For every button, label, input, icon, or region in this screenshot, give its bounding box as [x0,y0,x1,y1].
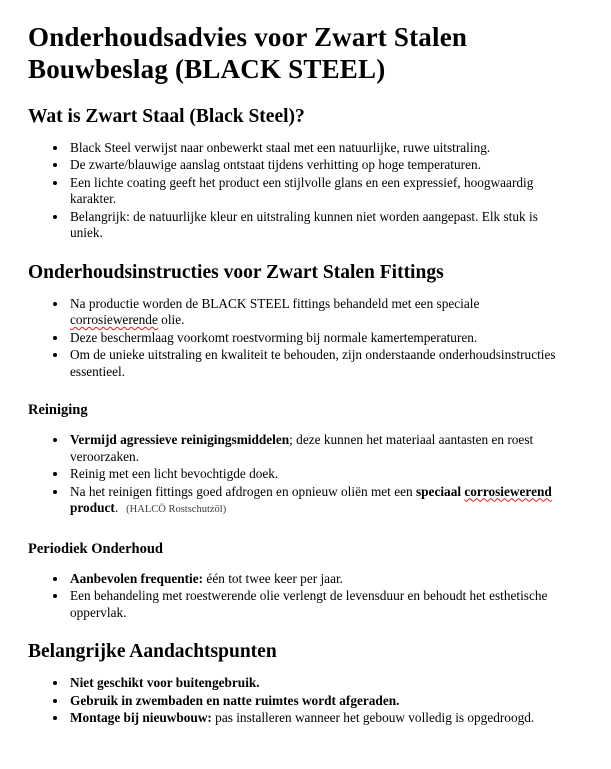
list-item-text: één tot twee keer per jaar. [203,570,344,586]
bullet-list-aandachtspunten [28,675,583,727]
list-item [68,710,569,727]
subsection-heading-reiniging: Reiniging [28,402,88,419]
bold-text: Niet geschikt voor buitengebruik. [70,675,260,691]
list-item [68,693,569,710]
bold-text: Montage bij nieuwbouw: [70,710,212,726]
list-item-text: Belangrijk: de natuurlijke kleur en uitstraling kunnen niet worden aangepast. Elk stuk is uniek. [70,208,538,241]
document-title: Onderhoudsadvies voor Zwart Stalen Bouwbeslag (BLACK STEEL) [28,22,468,84]
list-item [68,571,569,588]
list-item [68,675,569,692]
list-item-text: Reinig met een licht bevochtigde doek. [70,466,279,482]
bold-text: speciaal [415,483,465,499]
list-item-text: Een behandeling met roestwerende olie verlengt de levensduur en behoudt het esthetische oppervlak. [70,588,548,620]
list-item-text: olie. [157,312,185,328]
bold-text: Aanbevolen frequentie: [70,570,204,586]
product-note: (HALCÖ Rostschutzöl) [126,504,227,516]
list-item [68,140,569,157]
list-item-text: Om de unieke uitstraling en kwaliteit te behouden, zijn onderstaande onderhoudsinstructies essentieel. [70,347,556,379]
bullet-list-wat-is [28,140,583,242]
bold-text: Vermijd agressieve reinigingsmiddelen [70,432,290,448]
section-heading-aandachtspunten: Belangrijke Aandachtspunten [28,641,277,663]
list-item [68,157,569,174]
list-item-text: . [114,500,119,516]
list-item-text: pas installeren wanneer het gebouw volledig is opgedroogd. [211,710,535,726]
list-item-text: Een lichte coating geeft het product een stijlvolle glans en een expressief, hoogwaardig karakter. [70,174,534,207]
bullet-list-onderhoudsinstructies [28,296,583,381]
list-item [68,466,569,483]
list-item [68,347,569,380]
list-item-text: ; deze kunnen het materiaal aantasten en roest veroorzaken. [70,432,534,464]
list-item [68,588,569,621]
section-heading-wat-is: Wat is Zwart Staal (Black Steel)? [28,105,305,127]
misspelled-word: corrosiewerend [464,483,552,499]
list-item-text: Na productie worden de BLACK STEEL fittings behandeld met een speciale [70,295,480,311]
bold-text: product [70,500,115,516]
list-item [68,432,569,465]
list-item [68,209,569,242]
misspelled-word: corrosiewerende [70,312,158,328]
list-item-text: Na het reinigen fittings goed afdrogen en opnieuw oliën met een [70,483,416,499]
list-item-text: Deze beschermlaag voorkomt roestvorming bij normale kamertemperaturen. [70,329,478,345]
list-item [68,484,569,519]
bold-text: Gebruik in zwembaden en natte ruimtes wordt afgeraden. [70,692,400,708]
list-item [68,175,569,208]
bullet-list-reiniging [28,432,583,519]
list-item-text: Black Steel verwijst naar onbewerkt staal met een natuurlijke, ruwe uitstraling. [70,139,491,155]
list-item [68,330,569,347]
list-item-text: De zwarte/blauwige aanslag ontstaat tijdens verhitting op hoge temperaturen. [70,157,481,173]
bullet-list-periodiek-onderhoud [28,571,583,622]
subsection-heading-periodiek-onderhoud: Periodiek Onderhoud [28,540,163,557]
list-item [68,296,569,329]
section-heading-onderhoudsinstructies: Onderhoudsinstructies voor Zwart Stalen Fittings [28,261,444,283]
